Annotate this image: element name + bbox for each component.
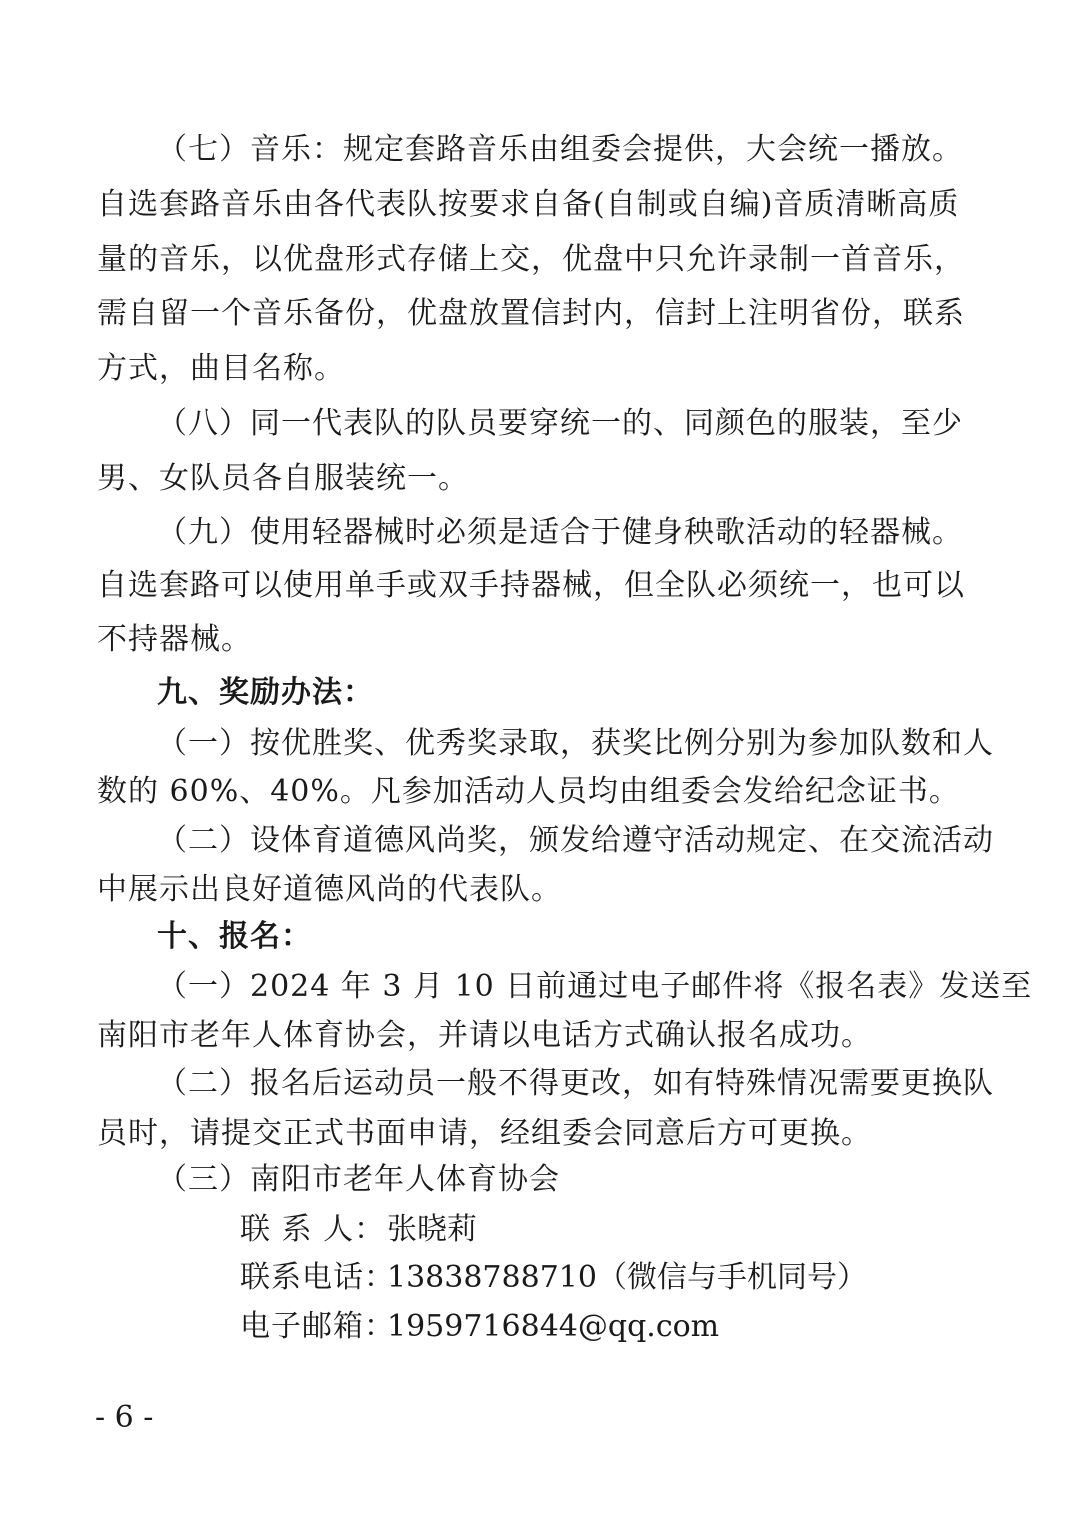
paragraph-music-line-3: 量的音乐，以优盘形式存储上交，优盘中只允许录制一首音乐， [97, 242, 965, 277]
section-awards-heading: 九、奖励办法： [157, 675, 374, 710]
contact-email-label: 电子邮箱： [240, 1309, 395, 1344]
registration-item-1-line-1: （一）2024 年 3 月 10 日前通过电子邮件将《报名表》发送至 [157, 969, 1033, 1004]
paragraph-music-line-2: 自选套路音乐由各代表队按要求自备(自制或自编)音质清晰高质 [97, 187, 960, 222]
contact-email-value: 1959716844@qq.com [387, 1309, 720, 1344]
registration-item-2-line-1: （二）报名后运动员一般不得更改，如有特殊情况需要更换队 [157, 1066, 994, 1101]
page-number: - 6 - [95, 1400, 154, 1435]
paragraph-music-line-5: 方式，曲目名称。 [97, 351, 345, 386]
paragraph-music-line-1: （七）音乐：规定套路音乐由组委会提供，大会统一播放。 [157, 132, 963, 167]
section-registration-heading: 十、报名： [157, 919, 312, 954]
paragraph-equipment-line-1: （九）使用轻器械时必须是适合于健身秧歌活动的轻器械。 [157, 515, 963, 550]
registration-item-3-org: （三）南阳市老年人体育协会 [157, 1162, 560, 1197]
paragraph-uniform-line-1: （八）同一代表队的队员要穿统一的、同颜色的服装，至少 [157, 406, 963, 441]
contact-person-label: 联 系 人： [240, 1212, 386, 1247]
contact-person-value: 张晓莉 [387, 1212, 477, 1247]
contact-phone-label: 联系电话： [240, 1260, 395, 1295]
awards-item-1-line-2: 数的 60%、40%。凡参加活动人员均由组委会发给纪念证书。 [97, 774, 960, 809]
registration-item-1-line-2: 南阳市老年人体育协会，并请以电话方式确认报名成功。 [97, 1018, 872, 1053]
contact-phone-value: 13838788710（微信与手机同号） [387, 1260, 867, 1295]
paragraph-equipment-line-2: 自选套路可以使用单手或双手持器械，但全队必须统一，也可以 [97, 568, 965, 603]
paragraph-equipment-line-3: 不持器械。 [97, 622, 252, 657]
awards-item-1-line-1: （一）按优胜奖、优秀奖录取，获奖比例分别为参加队数和人 [157, 726, 994, 761]
registration-item-2-line-2: 员时，请提交正式书面申请，经组委会同意后方可更换。 [97, 1116, 872, 1151]
awards-item-2-line-2: 中展示出良好道德风尚的代表队。 [97, 872, 562, 907]
paragraph-uniform-line-2: 男、女队员各自服装统一。 [97, 461, 469, 496]
paragraph-music-line-4: 需自留一个音乐备份，优盘放置信封内，信封上注明省份，联系 [97, 296, 965, 331]
awards-item-2-line-1: （二）设体育道德风尚奖，颁发给遵守活动规定、在交流活动 [157, 823, 994, 858]
